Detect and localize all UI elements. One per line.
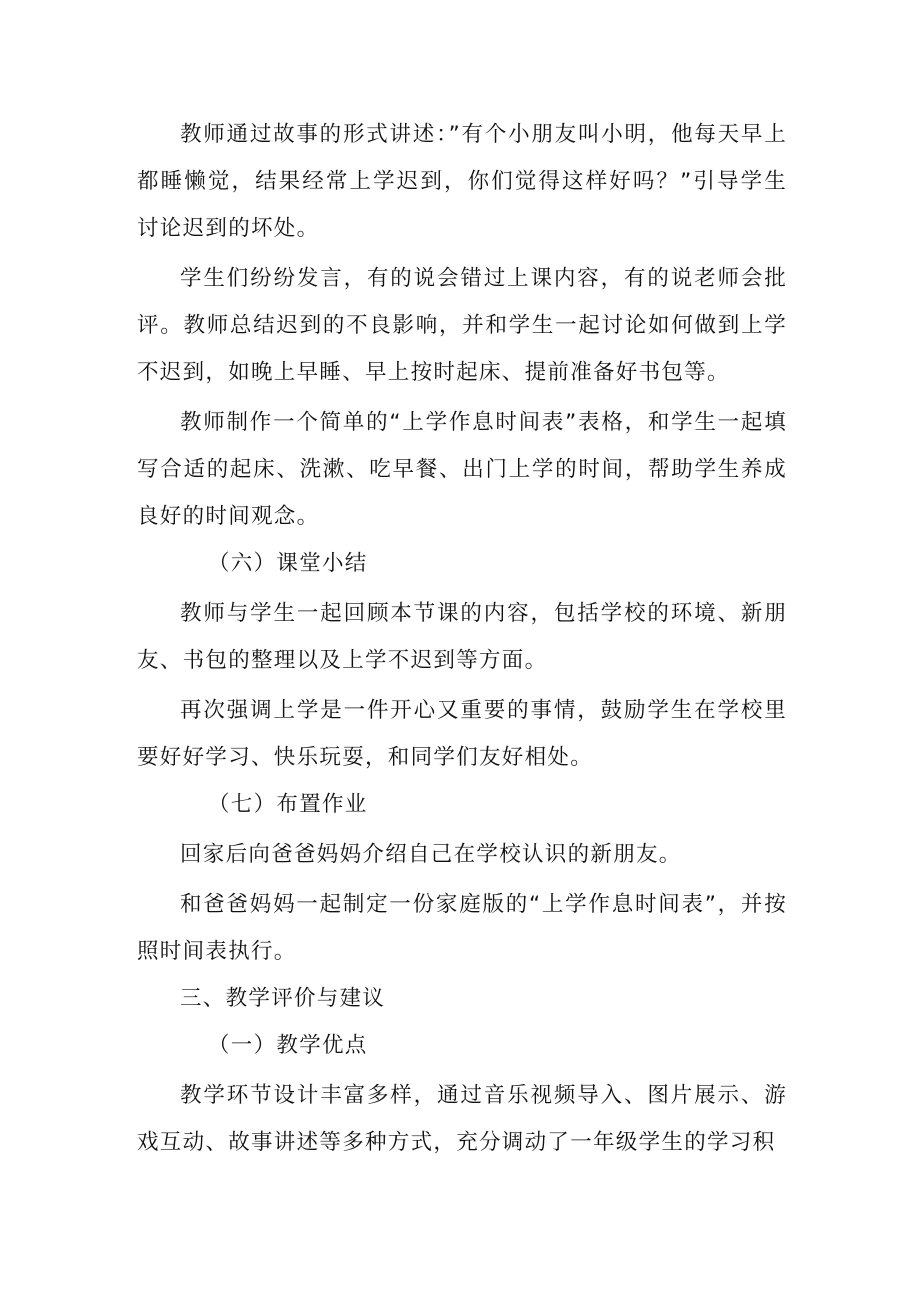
paragraph-homework-2: 和爸爸妈妈一起制定一份家庭版的“上学作息时间表”，并按照时间表执行。	[137, 892, 787, 964]
document-body	[137, 111, 787, 1166]
section-heading-summary: （六）课堂小结	[208, 551, 368, 576]
paragraph-review: 教师与学生一起回顾本节课的内容，包括学校的环境、新朋友、书包的整理以及上学不迟到等方面。	[137, 601, 787, 673]
paragraph-emphasis: 再次强调上学是一件开心又重要的事情，鼓励学生在学校里要好好学习、快乐玩耍，和同学们友好相处。	[137, 698, 787, 770]
paragraph-schedule-table: 教师制作一个简单的“上学作息时间表”表格，和学生一起填写合适的起床、洗漱、吃早餐、出门上学的时间，帮助学生养成良好的时间观念。	[137, 410, 787, 529]
paragraph-strengths: 教学环节设计丰富多样，通过音乐视频导入、图片展示、游戏互动、故事讲述等多种方式，充分调动了一年级学生的学习积	[137, 1083, 787, 1155]
section-heading-homework: （七）布置作业	[208, 792, 368, 817]
section-heading-strengths: （一）教学优点	[208, 1033, 368, 1058]
section-heading-evaluation: 三、教学评价与建议	[180, 986, 386, 1011]
paragraph-student-discussion: 学生们纷纷发言，有的说会错过上课内容，有的说老师会批评。教师总结迟到的不良影响，并和学生一起讨论如何做到上学不迟到，如晚上早睡、早上按时起床、提前准备好书包等。	[137, 266, 787, 385]
paragraph-homework-1: 回家后向爸爸妈妈介绍自己在学校认识的新朋友。	[180, 842, 682, 867]
paragraph-story-lateness: 教师通过故事的形式讲述：”有个小朋友叫小明，他每天早上都睡懒觉，结果经常上学迟到，你们觉得这样好吗？”引导学生讨论迟到的坏处。	[137, 122, 787, 241]
